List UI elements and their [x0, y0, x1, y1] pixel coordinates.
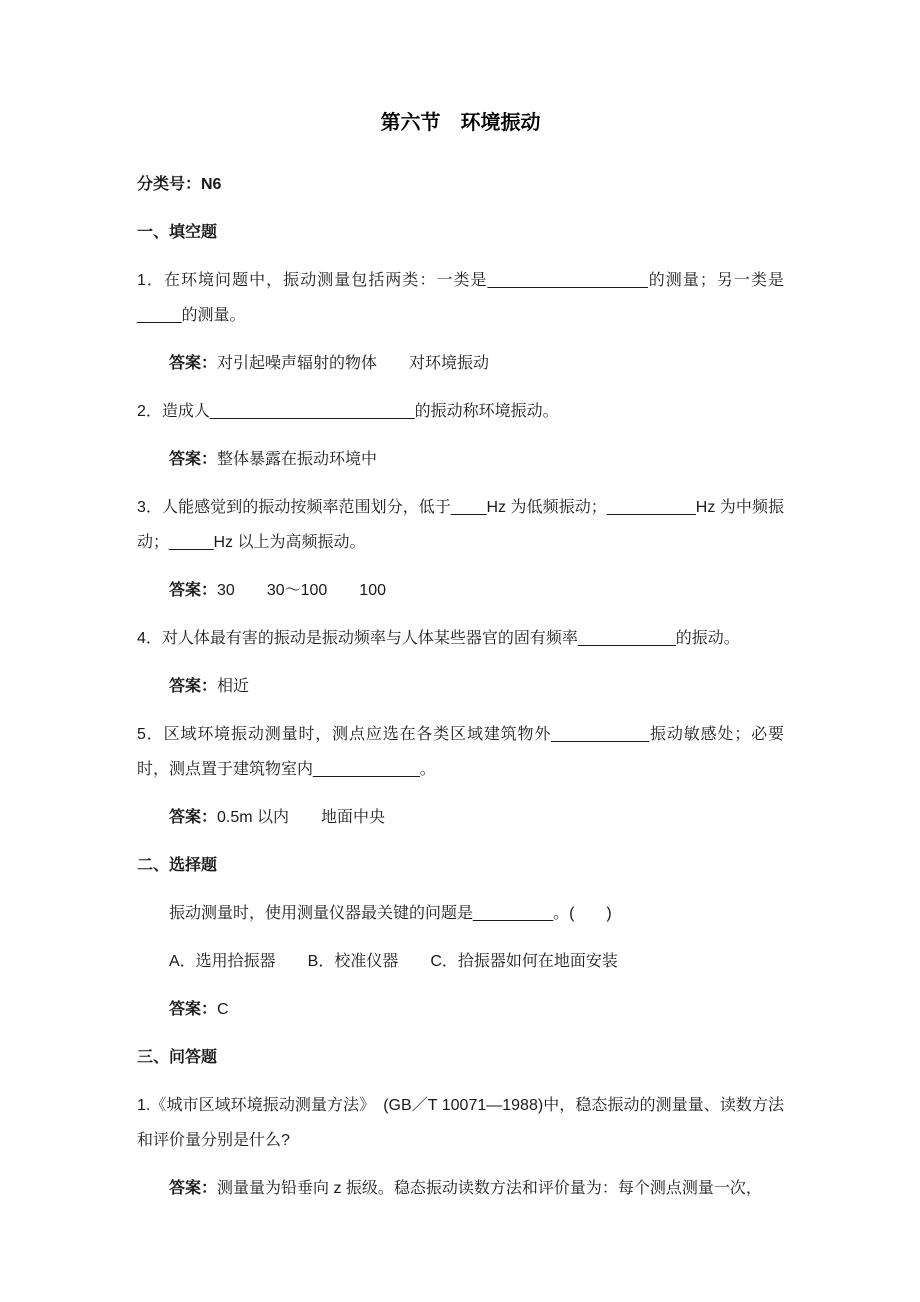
doc-title: 第六节 环境振动: [380, 112, 541, 134]
qa-answer-1: [137, 1171, 784, 1206]
section-qa-heading: 三、问答题: [137, 1049, 218, 1066]
fill-question-5: 5．区域环境振动测量时，测点应选在各类区域建筑物外___________振动敏感处；必要时，测点置于建筑物室内____________。: [137, 726, 784, 778]
qa-question-1: 1.《城市区域环境振动测量方法》 (GB／T 10071—1988)中，稳态振动的测量量、读数方法和评价量分别是什么?: [137, 1097, 784, 1149]
fill-answer-4: [137, 669, 784, 704]
fill-answer-5: [137, 800, 784, 835]
fill-answer-1-label: 答案：: [169, 355, 218, 372]
fill-question-1: 1．在环境问题中，振动测量包括两类：一类是__________________的测量；另一类是_____的测量。: [137, 272, 784, 324]
choice-options: A．选用拾振器 B．校准仪器 C．拾振器如何在地面安装: [169, 953, 618, 970]
choice-answer-label: 答案：: [169, 1001, 218, 1018]
choice-answer-text: C: [217, 1001, 229, 1018]
fill-answer-4-text: 相近: [217, 678, 250, 695]
fill-answer-5-label: 答案：: [169, 809, 218, 826]
choice-answer: [137, 992, 784, 1027]
fill-answer-1: [137, 346, 784, 381]
fill-question-2: 2．造成人_______________________的振动称环境振动。: [137, 403, 559, 420]
section-choice-heading: 二、选择题: [137, 857, 218, 874]
fill-question-4: 4．对人体最有害的振动是振动频率与人体某些器官的固有频率___________的振动。: [137, 630, 740, 647]
choice-question-stem: 振动测量时，使用测量仪器最关键的问题是_________。( ): [169, 905, 612, 922]
qa-answer-1-label: 答案：: [169, 1180, 218, 1197]
qa-answer-1-text: 测量量为铅垂向 z 振级。稳态振动读数方法和评价量为：每个测点测量一次，: [217, 1180, 762, 1197]
fill-answer-5-text: 0.5m 以内 地面中央: [217, 809, 386, 826]
fill-answer-2: [137, 442, 784, 477]
fill-answer-3: [137, 573, 784, 608]
fill-question-3: 3．人能感觉到的振动按频率范围划分，低于____Hz 为低频振动；__________Hz 为中频振动；_____Hz 以上为高频振动。: [137, 499, 784, 551]
fill-answer-2-label: 答案：: [169, 451, 218, 468]
fill-answer-2-text: 整体暴露在振动环境中: [217, 451, 378, 468]
classification-label: 分类号：N6: [137, 176, 222, 193]
fill-answer-3-text: 30 30～100 100: [217, 582, 387, 599]
section-fill-heading: 一、填空题: [137, 224, 218, 241]
fill-answer-4-label: 答案：: [169, 678, 218, 695]
fill-answer-1-text: 对引起噪声辐射的物体 对环境振动: [217, 355, 490, 372]
fill-answer-3-label: 答案：: [169, 582, 218, 599]
